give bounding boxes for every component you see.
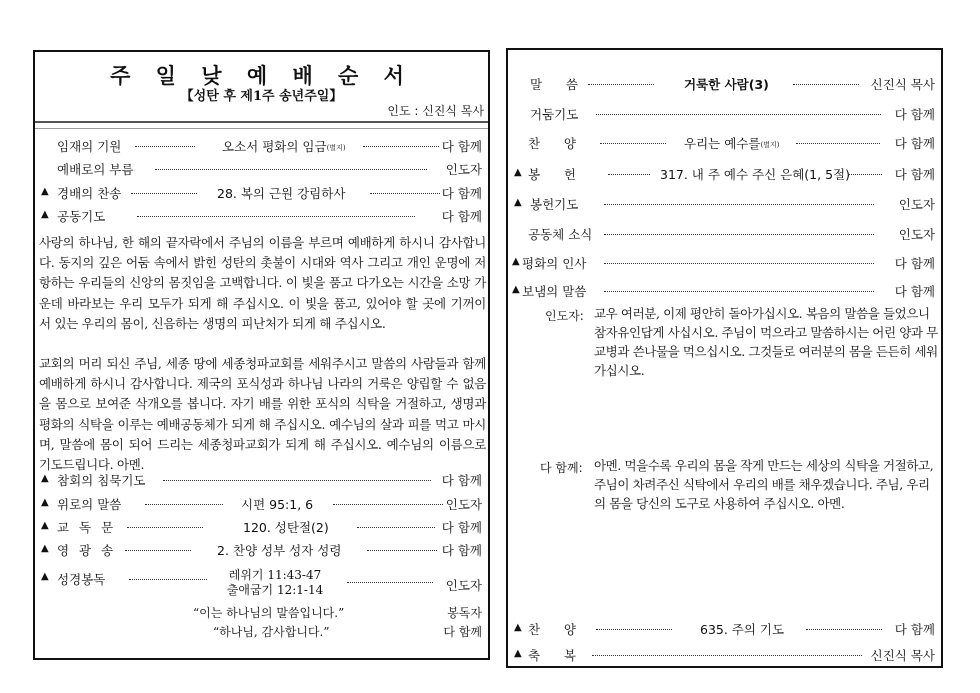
leader-dots: [367, 541, 437, 551]
worship-leader: 인도 : 신진식 목사: [387, 104, 484, 118]
leader-dots: [125, 541, 191, 551]
item-name: 찬 양: [528, 136, 576, 151]
leader-dots: [848, 165, 882, 175]
standing-triangle-icon: ▲: [41, 209, 49, 220]
order-item: [35, 207, 488, 227]
item-content-text: 오소서 평화의 임금: [222, 139, 327, 154]
order-item: [508, 105, 941, 125]
sending-congregation-label: 다 함께:: [540, 461, 583, 475]
order-item: [508, 134, 941, 154]
order-item: [35, 160, 488, 180]
order-item: [508, 282, 941, 302]
item-by: 신진식 목사: [870, 77, 935, 92]
item-by: 인도자: [445, 162, 482, 177]
leader-dots: [129, 570, 207, 580]
order-item: [35, 541, 488, 561]
leader-dots: [806, 620, 882, 630]
order-of-worship-right-page: [506, 48, 943, 668]
leader-dots: [600, 134, 666, 144]
response-line: [35, 604, 488, 624]
sending-congregation-text: 아멘. 먹을수록 우리의 몸을 작게 만드는 세상의 식탁을 거절하고, 주님이 차려주신 식탁에서 우리의 배를 채우겠습니다. 주님, 우리의 몸을 당신의 도구로 사용하여 주십시오. 아멘.: [594, 458, 934, 511]
item-name: 평화의 인사: [522, 256, 587, 271]
leader-dots: [145, 495, 223, 505]
standing-triangle-icon: ▲: [514, 167, 522, 178]
item-content: 120. 성탄절(2): [243, 520, 329, 535]
sending-leader-label: 인도자:: [545, 309, 584, 323]
item-content: 시편 95:1, 6: [241, 497, 314, 512]
leader-dots: [363, 137, 439, 147]
scripture-references: [215, 568, 335, 598]
scripture-ref-1: 레위기 11:43-47: [228, 568, 322, 582]
item-content: [222, 137, 346, 155]
leader-dots: [793, 75, 859, 85]
order-item: [35, 471, 488, 491]
item-by: 다 함께: [441, 473, 482, 488]
item-name: 봉헌기도: [530, 197, 579, 212]
common-prayer-paragraph-1: 사랑의 하나님, 한 해의 끝자락에서 주님의 이름을 부르며 예배하게 하시니 감사합니다. 동지의 깊은 어둠 속에서 밝힌 성탄의 촛불이 시대와 역사 그리고 개인 운명에 저항하는 우리들의 신앙의 몸짓임을 고백합니다. 이 빛을 품고 다가오는 시간을 소망 가운데 바라보는 우리 모두가 되게 해 주십시오. 이 빛을 품고, 있어야 할 곳에 기꺼이 서 있는 우리의 몸이, 신음하는 생명의 피난처가 되게 해 주십시오.: [39, 235, 486, 331]
item-by: 다 함께: [894, 167, 935, 182]
response-by: 봉독자: [447, 606, 482, 620]
standing-triangle-icon: ▲: [514, 648, 522, 659]
leader-dots: [135, 137, 195, 147]
order-item: [508, 646, 941, 666]
item-content-text: 우리는 예수를: [684, 136, 761, 151]
order-item: [35, 495, 488, 515]
item-content: [684, 134, 779, 152]
standing-triangle-icon: ▲: [41, 571, 49, 582]
common-prayer-paragraph-2: 교회의 머리 되신 주님, 세종 땅에 세종청파교회를 세워주시고 말씀의 사람들과 함께 예배하게 하시니 감사합니다. 제국의 포식성과 하나님 나라의 거룩은 양립할 수 없음을 몸으로 보여준 삭개오를 봅니다. 자기 배를 위한 포식의 식탁을 거절하고, 생명과 평화의 식탁을 이루는 예배공동체가 되게 해 주십시오. 예수님의 살과 피를 먹고 마시며, 말씀에 몸이 되어 드리는 세종청파교회가 되게 해 주십시오. 예수님의 이름으로 기도드립니다. 아멘.: [39, 356, 486, 473]
leader-dots: [604, 282, 874, 292]
item-note: (별지): [760, 141, 780, 149]
page-title: 주 일 낮 예 배 순 서: [110, 64, 413, 88]
item-by: 다 함께: [441, 520, 482, 535]
item-name: 축 복: [528, 648, 576, 663]
standing-triangle-icon: ▲: [41, 543, 49, 554]
order-item: [508, 620, 941, 640]
order-item: [508, 195, 941, 215]
leader-dots: [608, 165, 650, 175]
item-name: 참회의 침묵기도: [57, 473, 146, 488]
sending-leader-text: 교우 여러분, 이제 평안히 돌아가십시오. 복음의 말씀을 들었으니 참자유인답게 사십시오. 주님이 먹으라고 말씀하시는 어린 양과 무교병과 쓴나물을 먹으십시오. 그것들로 여러분의 몸을 든든히 세워가십시오.: [594, 306, 938, 378]
leader-dots: [592, 646, 862, 656]
item-name: 영 광 송: [57, 543, 117, 558]
order-item: [508, 225, 941, 245]
leader-dots: [127, 518, 203, 528]
leader-dots: [333, 495, 443, 505]
item-by: 다 함께: [441, 139, 482, 154]
item-note: (별지): [326, 144, 346, 152]
item-by: 다 함께: [441, 209, 482, 224]
leader-dots: [347, 573, 433, 583]
item-name: 예배로의 부름: [57, 162, 134, 177]
order-item: [508, 165, 941, 185]
standing-triangle-icon: ▲: [41, 473, 49, 484]
item-name: 임재의 기원: [57, 139, 122, 154]
scripture-reading: [35, 568, 488, 602]
leader-dots: [604, 254, 874, 264]
item-name: 성경봉독: [57, 572, 106, 587]
item-name: 말 씀: [530, 77, 578, 92]
leader-dots: [131, 184, 197, 194]
response-line: [35, 623, 488, 643]
standing-triangle-icon: ▲: [41, 497, 49, 508]
order-item: [35, 184, 488, 204]
leader-dots: [370, 184, 440, 194]
leader-dots: [596, 620, 672, 630]
response-text: “이는 하나님의 말씀입니다.”: [193, 606, 345, 620]
leader-dots: [796, 134, 880, 144]
item-content: 317. 내 주 예수 주신 은혜(1, 5절): [660, 167, 850, 182]
item-by: 인도자: [898, 197, 935, 212]
item-by: 다 함께: [894, 136, 935, 151]
item-by: 다 함께: [894, 622, 935, 637]
standing-triangle-icon: ▲: [512, 256, 520, 267]
standing-triangle-icon: ▲: [512, 284, 520, 295]
item-name: 거둠기도: [530, 107, 579, 122]
item-by: 다 함께: [894, 256, 935, 271]
standing-triangle-icon: ▲: [41, 520, 49, 531]
response-text: “하나님, 감사합니다.”: [213, 625, 330, 639]
item-by: 인도자: [445, 497, 482, 512]
item-name: 공동체 소식: [528, 227, 593, 242]
item-name: 위로의 말씀: [57, 497, 122, 512]
item-by: 다 함께: [894, 284, 935, 299]
order-item: [35, 518, 488, 538]
item-by: 다 함께: [441, 186, 482, 201]
leader-dots: [163, 471, 431, 481]
item-content: 2. 찬양 성부 성자 성령: [217, 543, 342, 558]
page-subtitle: 【성탄 후 제1주 송년주일】: [180, 89, 343, 104]
item-name: 교 독 문: [57, 520, 117, 535]
item-by: 다 함께: [441, 543, 482, 558]
sermon-title: 거룩한 사람(3): [684, 77, 769, 92]
item-name: 봉 헌: [528, 167, 576, 182]
item-name: 보냄의 말씀: [522, 284, 587, 299]
leader-dots: [155, 160, 427, 170]
leader-dots: [604, 225, 874, 235]
response-by: 다 함께: [443, 625, 482, 639]
leader-dots: [604, 195, 874, 205]
item-by: 신진식 목사: [870, 648, 935, 663]
standing-triangle-icon: ▲: [514, 197, 522, 208]
sermon-item: [508, 75, 941, 95]
item-by: 인도자: [445, 578, 482, 593]
header-divider: [35, 121, 488, 129]
leader-dots: [596, 105, 881, 115]
item-content: 635. 주의 기도: [700, 622, 785, 637]
standing-triangle-icon: ▲: [41, 186, 49, 197]
leader-dots: [588, 75, 654, 85]
scripture-ref-2: 출애굽기 12:1-14: [226, 583, 324, 597]
order-item: [508, 254, 941, 274]
item-by: 인도자: [898, 227, 935, 242]
item-content: 28. 복의 근원 강림하사: [217, 186, 346, 201]
order-item: [35, 137, 488, 157]
leader-dots: [357, 518, 435, 528]
standing-triangle-icon: ▲: [514, 622, 522, 633]
leader-dots: [137, 207, 415, 217]
item-name: 공동기도: [57, 209, 106, 224]
order-of-worship-left-page: [33, 50, 490, 660]
item-name: 경배의 찬송: [57, 186, 122, 201]
item-by: 다 함께: [894, 107, 935, 122]
item-name: 찬 양: [528, 622, 576, 637]
